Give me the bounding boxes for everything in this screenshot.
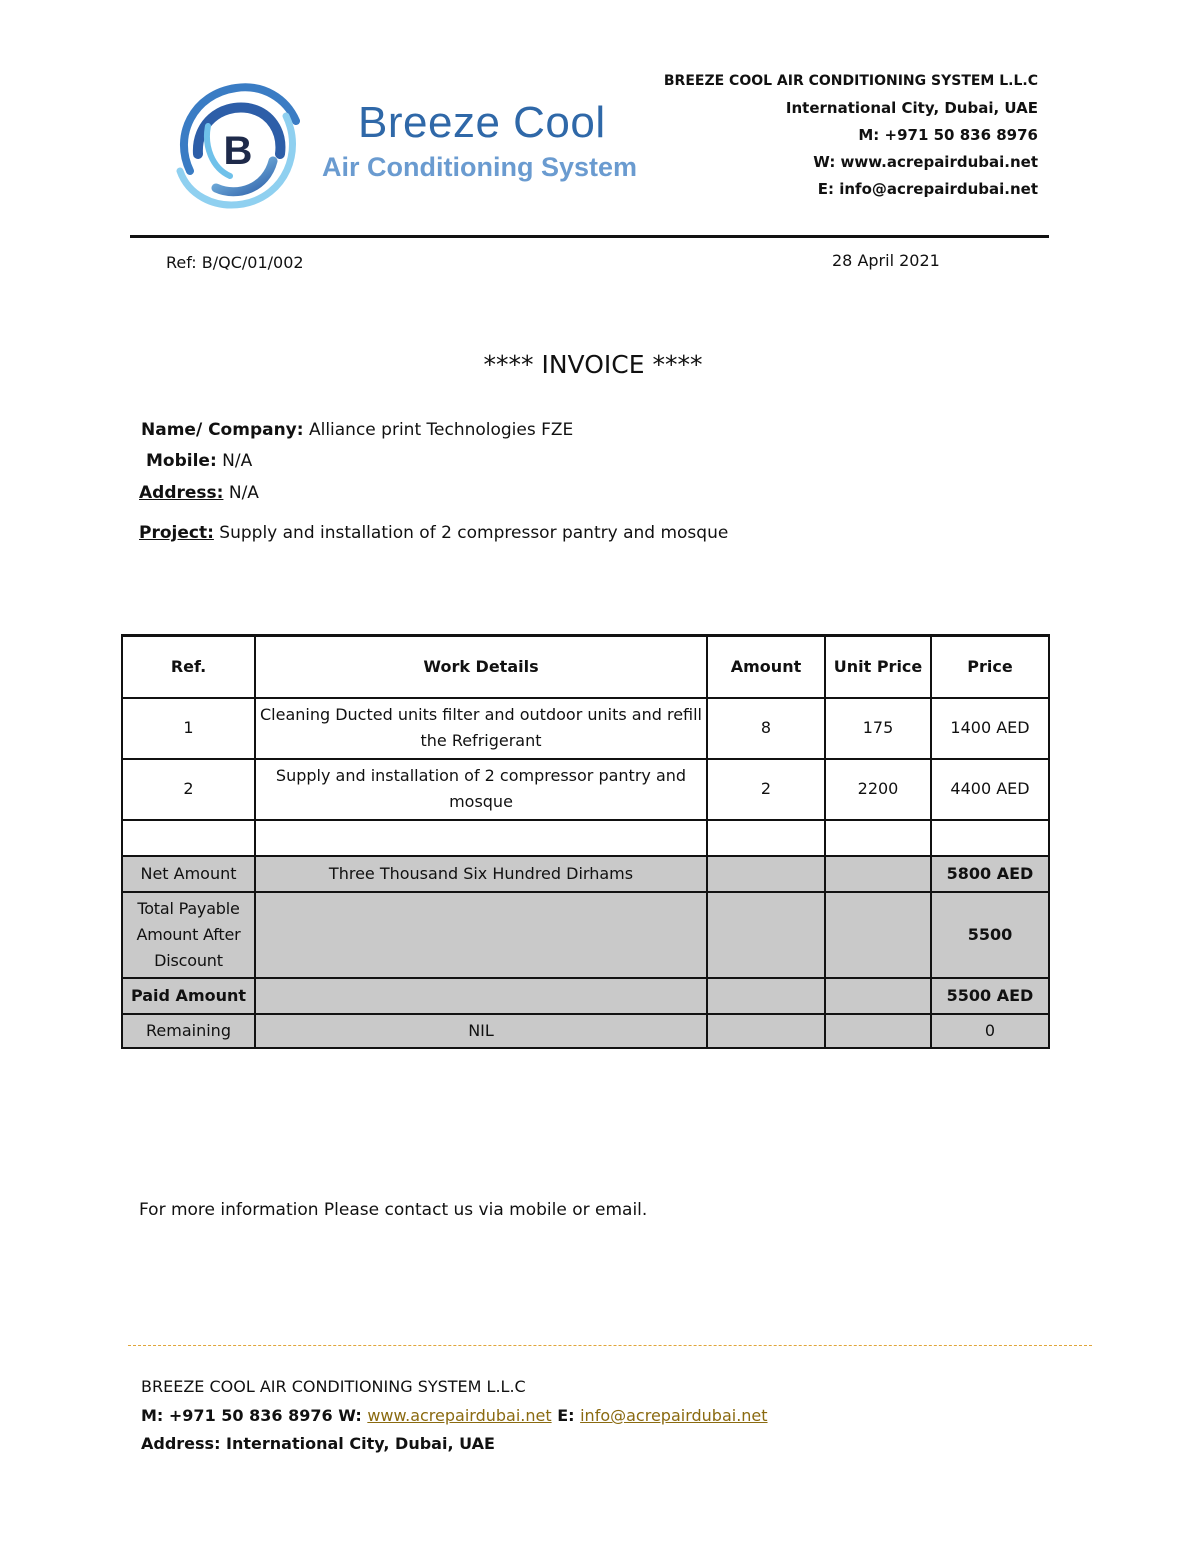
row-unit-price: 2200 xyxy=(825,759,931,820)
remaining-row xyxy=(122,1014,1049,1048)
row-amount: 8 xyxy=(707,698,825,759)
customer-address-label: Address: xyxy=(139,483,224,503)
header-website[interactable]: W: www.acrepairdubai.net xyxy=(813,153,1038,171)
paid-amount-row xyxy=(122,978,1049,1014)
row-details: Cleaning Ducted units filter and outdoor units and refill the Refrigerant xyxy=(255,698,707,759)
header-mobile: M: +971 50 836 8976 xyxy=(858,126,1038,144)
footer-address: Address: International City, Dubai, UAE xyxy=(141,1434,495,1453)
customer-name-value: Alliance print Technologies FZE xyxy=(308,420,574,440)
row-ref: 1 xyxy=(122,698,255,759)
row-price: 4400 AED xyxy=(931,759,1049,820)
header-location: International City, Dubai, UAE xyxy=(785,99,1038,117)
total-payable-value: 5500 xyxy=(931,892,1049,978)
net-amount-row xyxy=(122,856,1049,892)
col-header-ref: Ref. xyxy=(122,636,255,698)
customer-address-field xyxy=(139,483,259,503)
customer-mobile-field xyxy=(146,451,252,471)
row-amount: 2 xyxy=(707,759,825,820)
customer-name-field xyxy=(141,420,573,440)
total-payable-details xyxy=(255,892,707,978)
invoice-date: 28 April 2021 xyxy=(832,251,940,270)
net-amount-words: Three Thousand Six Hundred Dirhams xyxy=(255,856,707,892)
contact-note: For more information Please contact us via mobile or email. xyxy=(139,1200,648,1220)
row-unit-price: 175 xyxy=(825,698,931,759)
customer-mobile-value: N/A xyxy=(222,451,253,471)
table-row xyxy=(122,759,1049,820)
footer-email-label: E: xyxy=(557,1406,575,1425)
footer-company-name: BREEZE COOL AIR CONDITIONING SYSTEM L.L.C xyxy=(141,1377,526,1396)
paid-amount-value: 5500 AED xyxy=(931,978,1049,1014)
net-amount-label: Net Amount xyxy=(122,856,255,892)
total-payable-row xyxy=(122,892,1049,978)
footer-website-link[interactable]: www.acrepairdubai.net xyxy=(367,1406,552,1425)
header-divider xyxy=(130,235,1049,238)
empty-row xyxy=(122,820,1049,856)
footer-email-link[interactable]: info@acrepairdubai.net xyxy=(580,1406,768,1425)
customer-name-label: Name/ Company: xyxy=(141,420,304,440)
remaining-details: NIL xyxy=(255,1014,707,1048)
header-company-name: BREEZE COOL AIR CONDITIONING SYSTEM L.L.C xyxy=(663,73,1038,89)
reference-number: Ref: B/QC/01/002 xyxy=(166,253,304,272)
row-price: 1400 AED xyxy=(931,698,1049,759)
customer-mobile-label: Mobile: xyxy=(146,451,217,471)
table-row xyxy=(122,698,1049,759)
project-field xyxy=(139,523,728,543)
paid-amount-details xyxy=(255,978,707,1014)
col-header-price: Price xyxy=(931,636,1049,698)
total-payable-label: Total Payable Amount After Discount xyxy=(122,892,255,978)
customer-address-value: N/A xyxy=(228,483,259,503)
invoice-table xyxy=(121,634,1050,1049)
brand-subtitle: Air Conditioning System xyxy=(322,152,638,182)
footer-website-label: W: xyxy=(338,1406,362,1425)
remaining-label: Remaining xyxy=(122,1014,255,1048)
project-value: Supply and installation of 2 compressor pantry and mosque xyxy=(219,523,729,543)
remaining-value: 0 xyxy=(931,1014,1049,1048)
logo-letter: B xyxy=(223,129,253,173)
footer-contact-line xyxy=(141,1406,768,1425)
col-header-unit-price: Unit Price xyxy=(825,636,931,698)
row-ref: 2 xyxy=(122,759,255,820)
brand-name: Breeze Cool xyxy=(358,98,606,147)
company-logo xyxy=(168,76,308,216)
invoice-title: **** INVOICE **** xyxy=(483,350,703,379)
table-header-row xyxy=(122,636,1049,698)
col-header-work-details: Work Details xyxy=(255,636,707,698)
project-label: Project: xyxy=(139,523,214,543)
footer-divider xyxy=(128,1345,1092,1346)
footer-mobile: M: +971 50 836 8976 xyxy=(141,1406,333,1425)
paid-amount-label: Paid Amount xyxy=(122,978,255,1014)
row-details: Supply and installation of 2 compressor pantry and mosque xyxy=(255,759,707,820)
col-header-amount: Amount xyxy=(707,636,825,698)
net-amount-value: 5800 AED xyxy=(931,856,1049,892)
header-email[interactable]: E: info@acrepairdubai.net xyxy=(817,180,1038,198)
